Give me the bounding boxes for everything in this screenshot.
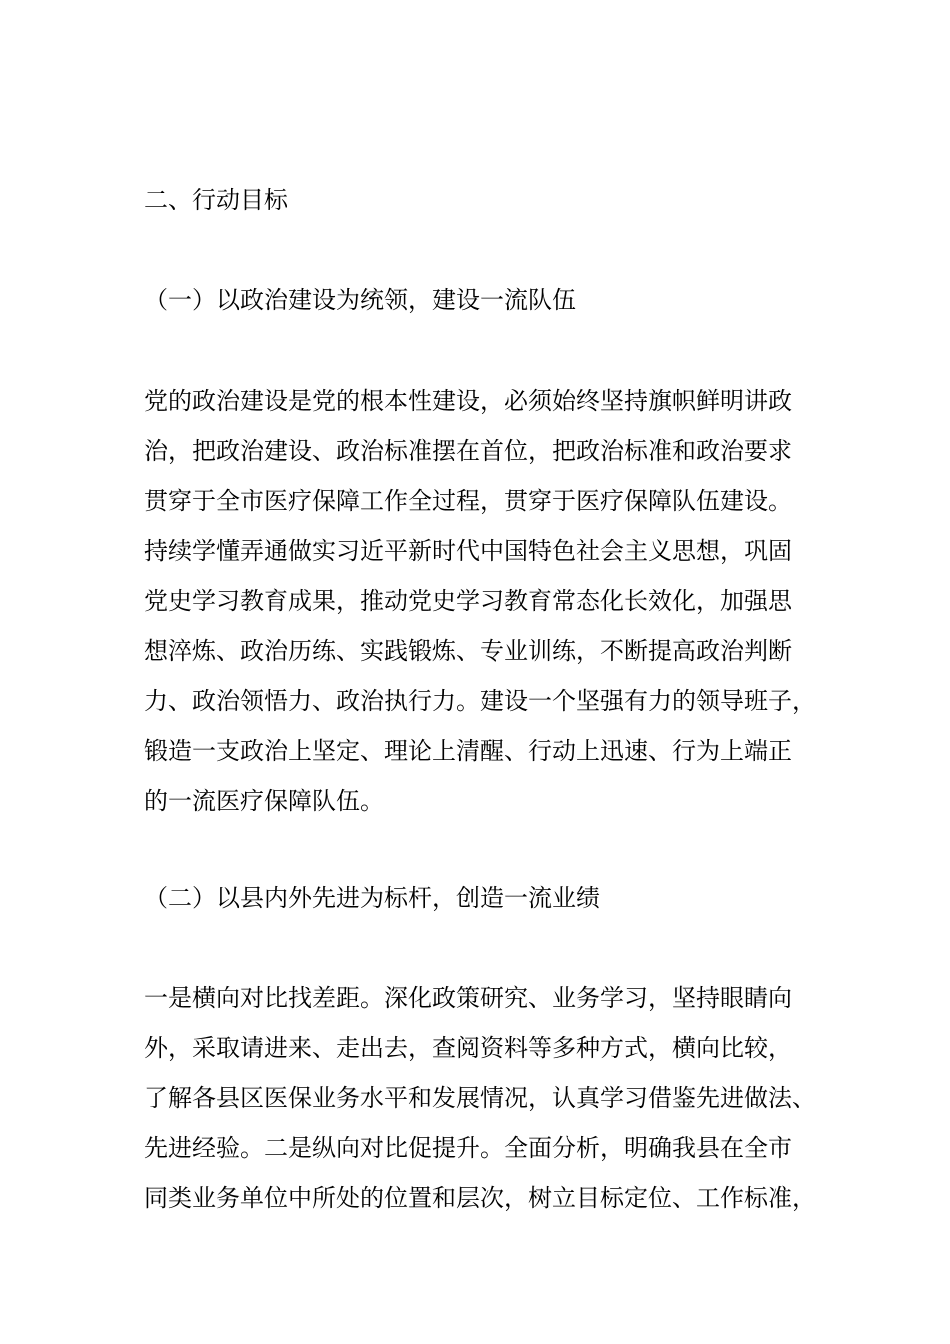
paragraph-1: [144, 376, 824, 826]
paragraph-line: 党史学习教育成果，推动党史学习教育常态化长效化，加强思: [144, 587, 792, 615]
subsection-heading-2: （二）以县内外先进为标杆，创造一流业绩: [144, 884, 600, 912]
paragraph-line: 治，把政治建设、政治标准摆在首位，把政治标准和政治要求: [144, 437, 792, 465]
paragraph-line: 同类业务单位中所处的位置和层次，树立目标定位、工作标准，: [144, 1184, 816, 1212]
paragraph-2: [144, 973, 824, 1223]
paragraph-line: 了解各县区医保业务水平和发展情况，认真学习借鉴先进做法、: [144, 1084, 816, 1112]
paragraph-line: 想淬炼、政治历练、实践锻炼、专业训练，不断提高政治判断: [144, 637, 792, 665]
section-heading: 二、行动目标: [144, 186, 288, 214]
paragraph-line: 党的政治建设是党的根本性建设，必须始终坚持旗帜鲜明讲政: [144, 387, 792, 415]
paragraph-line: 一是横向对比找差距。深化政策研究、业务学习，坚持眼睛向: [144, 984, 792, 1012]
paragraph-line: 贯穿于全市医疗保障工作全过程，贯穿于医疗保障队伍建设。: [144, 487, 792, 515]
paragraph-line: 先进经验。二是纵向对比促提升。全面分析，明确我县在全市: [144, 1134, 792, 1162]
paragraph-line: 的一流医疗保障队伍。: [144, 787, 384, 815]
paragraph-line: 锻造一支政治上坚定、理论上清醒、行动上迅速、行为上端正: [144, 737, 792, 765]
subsection-heading-1: （一）以政治建设为统领，建设一流队伍: [144, 286, 576, 314]
paragraph-line: 外，采取请进来、走出去，查阅资料等多种方式，横向比较，: [144, 1034, 792, 1062]
paragraph-line: 持续学懂弄通做实习近平新时代中国特色社会主义思想，巩固: [144, 537, 792, 565]
paragraph-line: 力、政治领悟力、政治执行力。建设一个坚强有力的领导班子，: [144, 687, 816, 715]
